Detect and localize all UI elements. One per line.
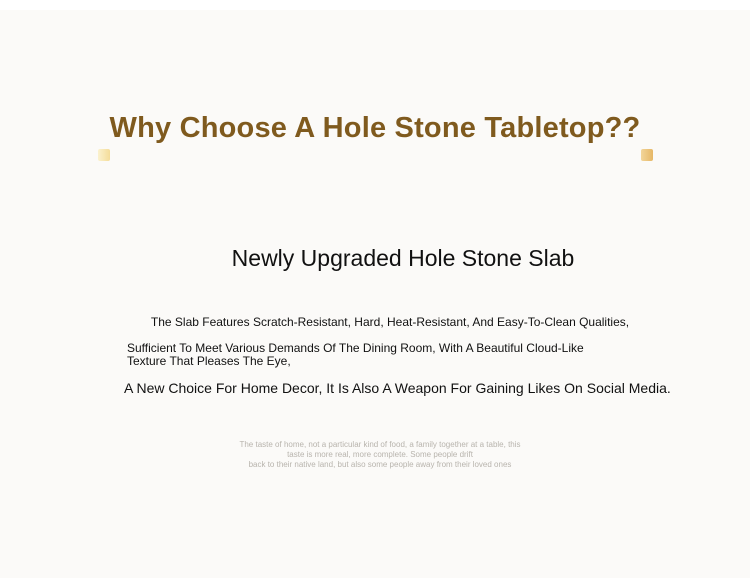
faded-note-line-3: back to their native land, but also some people away from their loved ones	[248, 460, 512, 469]
faded-note-line-2: taste is more real, more complete. Some people drift	[287, 450, 473, 459]
section-heading: Why Choose A Hole Stone Tabletop??	[109, 112, 641, 144]
product-subtitle: Newly Upgraded Hole Stone Slab	[231, 245, 575, 271]
feature-text-2: Sufficient To Meet Various Demands Of The Dining Room, With A Beautiful Cloud-Like Texture That Pleases The Eye,	[127, 341, 584, 368]
faded-note	[220, 440, 540, 470]
gold-accent-right	[641, 149, 653, 161]
feature-text-3: A New Choice For Home Decor, It Is Also A Weapon For Gaining Likes On Social Media.	[124, 380, 671, 396]
faded-note-line-1: The taste of home, not a particular kind of food, a family together at a table, this	[239, 440, 521, 449]
gold-accent-left	[98, 149, 110, 161]
feature-text-1: The Slab Features Scratch-Resistant, Hard, Heat-Resistant, And Easy-To-Clean Qualities,	[150, 315, 630, 329]
top-divider-strip	[0, 0, 750, 10]
